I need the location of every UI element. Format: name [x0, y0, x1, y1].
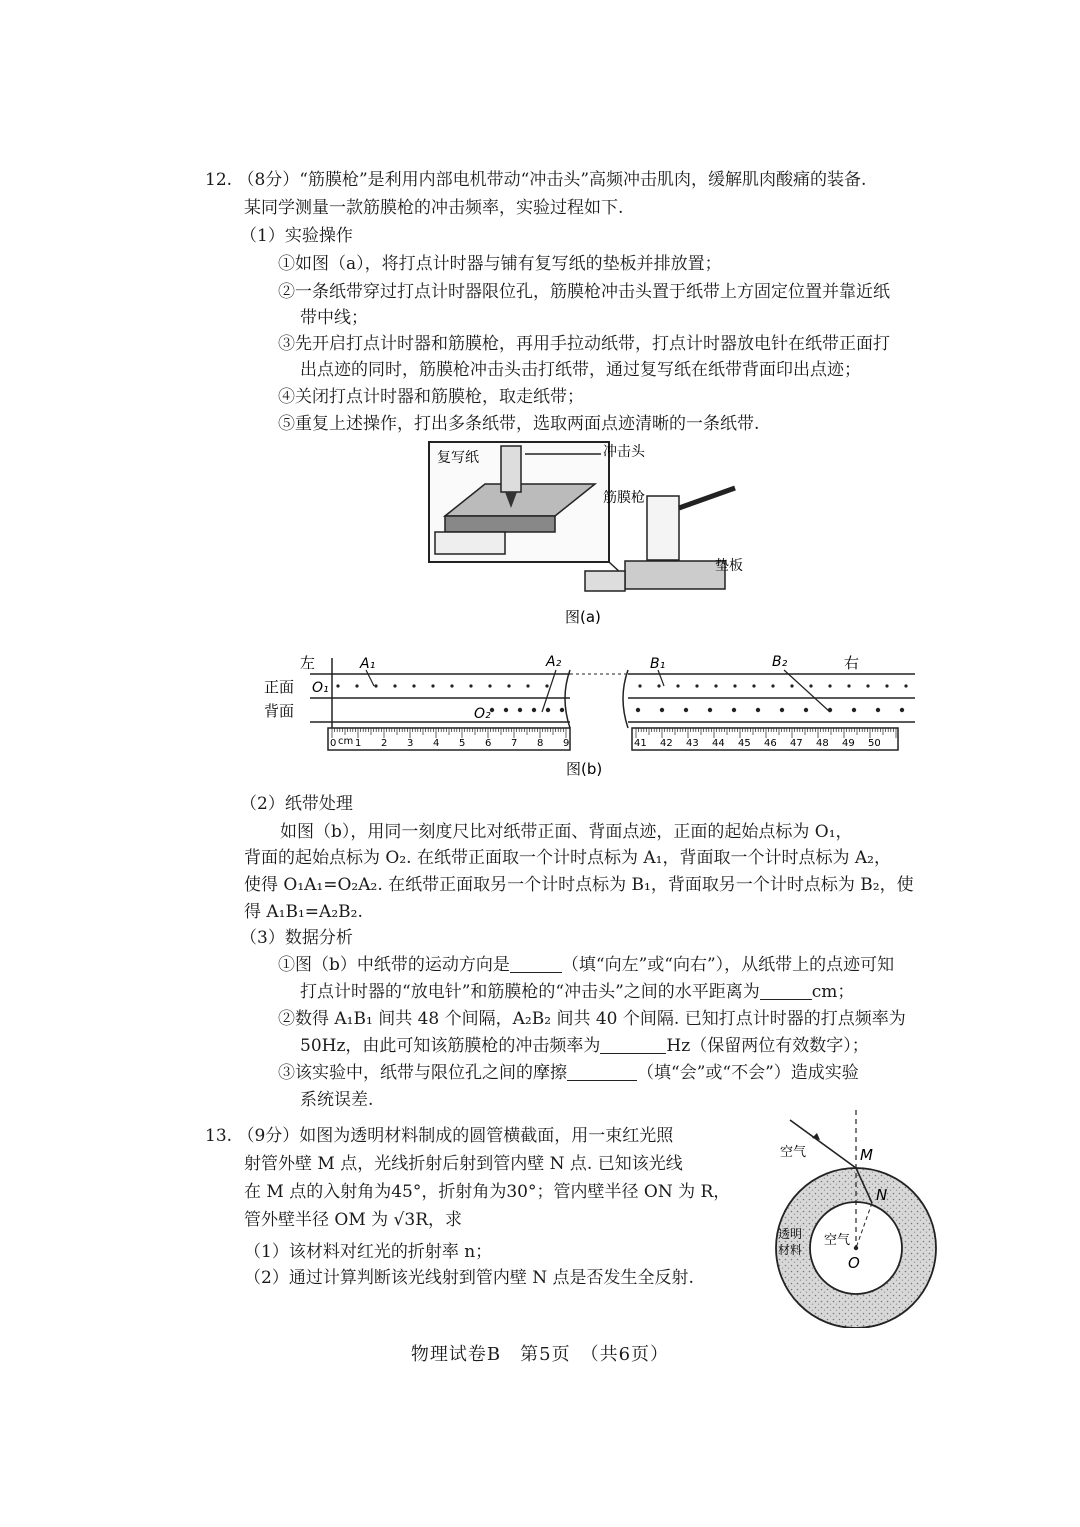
- q3-text-a: ③该实验中，纸带与限位孔之间的摩擦: [278, 1063, 567, 1083]
- back-dot: [852, 708, 856, 712]
- fig-b-label-right: 右: [844, 654, 860, 672]
- fig-b-pointer-B1: [658, 670, 664, 686]
- q12-part3-q3-line1: [278, 1061, 859, 1085]
- q1-text-d: cm；: [811, 982, 855, 1002]
- front-dot: [507, 684, 510, 687]
- front-dot: [714, 684, 717, 687]
- fig-b-label-left: 左: [300, 654, 316, 672]
- q1-text-a: ①图（b）中纸带的运动方向是: [278, 955, 510, 975]
- front-dot: [355, 684, 358, 687]
- q12-step: ④关闭打点计时器和筋膜枪，取走纸带；: [278, 387, 584, 407]
- back-dot: [900, 708, 904, 712]
- ruler-tick-label: 49: [842, 738, 855, 749]
- fig-a-label-pad: 垫板: [715, 558, 743, 574]
- ruler-tick-label: 44: [712, 738, 725, 749]
- ruler-tick-label: 45: [738, 738, 751, 749]
- fig-b-label-B1: B₁: [650, 656, 666, 672]
- fig-a-timer-base: [435, 532, 505, 554]
- label-material-2: 材料: [778, 1243, 803, 1257]
- label-O: O: [848, 1254, 860, 1272]
- label-air-inner: 空气: [824, 1233, 851, 1248]
- front-dot: [752, 684, 755, 687]
- fig-b-label-O1: O₁: [312, 680, 329, 696]
- back-dot: [636, 708, 640, 712]
- q12-part2-line: 如图（b），用同一刻度尺比对纸带正面、背面点迹，正面的起始点标为 O₁，: [280, 822, 853, 842]
- q13-line4: 管外壁半径 OM 为 √3R，求: [244, 1210, 463, 1230]
- ruler-tick-label: 4: [433, 738, 440, 749]
- q13-sub1: （1）该材料对红光的折射率 n；: [244, 1242, 493, 1262]
- q13-line2: 射管外壁 M 点，光线折射后射到管内壁 N 点. 已知该光线: [244, 1154, 683, 1174]
- front-dot: [412, 684, 415, 687]
- q12-part3-q2-line1: ②数得 A₁B₁ 间共 48 个间隔，A₂B₂ 间共 40 个间隔. 已知打点计时器的打点频率为: [278, 1009, 906, 1029]
- front-dot: [545, 684, 548, 687]
- back-dot: [780, 708, 784, 712]
- page-footer: 物理试卷B 第5页 （共6页）: [410, 1344, 670, 1365]
- front-dot: [526, 684, 529, 687]
- answer-blank-friction[interactable]: [567, 1062, 637, 1081]
- q12-intro-text: “筋膜枪”是利用内部电机带动“冲击头”高频冲击肌肉，缓解肌肉酸痛的装备.: [299, 170, 867, 190]
- fig-b-label-back: 背面: [264, 702, 295, 720]
- front-dot: [866, 684, 869, 687]
- fig-a-pad: [445, 516, 555, 532]
- q12-step: ③先开启打点计时器和筋膜枪，再用手拉动纸带，打点计时器放电针在纸带正面打: [278, 334, 890, 354]
- fig-a-tape: [585, 571, 625, 591]
- q3-text-b: （填“会”或“不会”）造成实验: [637, 1063, 859, 1083]
- ruler-tick-label: 9: [563, 738, 570, 749]
- back-dot: [756, 708, 760, 712]
- front-dot: [847, 684, 850, 687]
- ruler-tick-label: 47: [790, 738, 803, 749]
- ruler-tick-label: 1: [355, 738, 362, 749]
- front-dot: [676, 684, 679, 687]
- q12-step: ①如图（a），将打点计时器与铺有复写纸的垫板并排放置；: [278, 254, 722, 274]
- q13-text-line1: （9分）如图为透明材料制成的圆管横截面，用一束红光照: [237, 1126, 674, 1146]
- q12-step: 带中线；: [300, 308, 368, 328]
- ruler-tick-label: 43: [686, 738, 699, 749]
- q12-part2-line: 得 A₁B₁=A₂B₂.: [244, 902, 363, 922]
- ruler-tick-label: 3: [407, 738, 414, 749]
- fig-b-front-dots: [336, 684, 907, 687]
- q12-part3-q3-line2: 系统误差.: [300, 1090, 374, 1110]
- fig-a-label-head: 冲击头: [603, 444, 645, 460]
- answer-blank-frequency[interactable]: [600, 1035, 666, 1054]
- back-dot: [732, 708, 736, 712]
- label-M: M: [860, 1146, 873, 1164]
- q13-line1: [205, 1124, 673, 1148]
- ruler-tick-label: 48: [816, 738, 829, 749]
- fig-a-caption: 图(a): [565, 608, 601, 626]
- back-dot: [532, 708, 536, 712]
- ruler-tick-label: 41: [634, 738, 647, 749]
- figure-a: [425, 436, 755, 636]
- ruler-tick-label: 46: [764, 738, 777, 749]
- fig-a-pad-device: [625, 561, 725, 589]
- q12-part3-q2-line2: [300, 1034, 869, 1058]
- front-dot: [374, 684, 377, 687]
- fig-a-label-gun: 筋膜枪: [603, 490, 645, 506]
- label-air-outer: 空气: [780, 1145, 807, 1160]
- ruler-tick-label: 50: [868, 738, 881, 749]
- fig-b-pointer-A1: [366, 670, 374, 686]
- q12-part3-q1-line2: [300, 980, 854, 1004]
- back-dot: [504, 708, 508, 712]
- fig-b-caption: 图(b): [566, 760, 603, 778]
- q12-intro-line1: [205, 168, 866, 192]
- q12-intro-line2: 某同学测量一款筋膜枪的冲击频率，实验过程如下.: [244, 198, 624, 218]
- q2-text-b: 50Hz，由此可知该筋膜枪的冲击频率为: [300, 1036, 601, 1056]
- back-dot: [660, 708, 664, 712]
- fig-b-unit: cm: [338, 736, 354, 747]
- q12-part1-title: （1）实验操作: [240, 226, 353, 246]
- front-dot: [828, 684, 831, 687]
- incident-ray: [790, 1120, 856, 1168]
- q12-points: （8分）: [237, 170, 300, 190]
- answer-blank-distance[interactable]: [760, 981, 812, 1000]
- label-N: N: [876, 1186, 888, 1204]
- center-point-O: [854, 1246, 858, 1250]
- fig-b-label-B2: B₂: [772, 654, 788, 670]
- q13-number: 13.: [205, 1126, 233, 1146]
- front-dot: [809, 684, 812, 687]
- front-dot: [771, 684, 774, 687]
- q1-text-b: （填“向左”或“向右”），从纸带上的点迹可知: [561, 955, 895, 975]
- fig-a-gun-handle: [679, 488, 735, 508]
- fig-b-label-A2: A₂: [546, 654, 562, 670]
- front-dot: [790, 684, 793, 687]
- front-dot: [657, 684, 660, 687]
- q12-part2-line: 使得 O₁A₁=O₂A₂. 在纸带正面取另一个计时点标为 B₁，背面取另一个计时点标为 B₂，使: [244, 875, 914, 895]
- front-dot: [904, 684, 907, 687]
- label-material-1: 透明: [778, 1227, 803, 1241]
- q12-part2-title: （2）纸带处理: [240, 794, 353, 814]
- back-dot: [804, 708, 808, 712]
- q12-step: ②一条纸带穿过打点计时器限位孔，筋膜枪冲击头置于纸带上方固定位置并靠近纸: [278, 282, 890, 302]
- front-dot: [336, 684, 339, 687]
- q12-part2-line: 背面的起始点标为 O₂. 在纸带正面取一个计时点标为 A₁，背面取一个计时点标为 A₂，: [244, 848, 891, 868]
- figure-tube: [760, 1108, 950, 1328]
- answer-blank-direction[interactable]: [510, 954, 562, 973]
- back-dot: [546, 708, 550, 712]
- back-dot: [560, 708, 564, 712]
- q1-text-c: 打点计时器的“放电针”和筋膜枪的“冲击头”之间的水平距离为: [300, 982, 760, 1002]
- figure-b: [260, 650, 920, 780]
- ruler-tick-label: 42: [660, 738, 673, 749]
- ruler-tick-label: 2: [381, 738, 388, 749]
- front-dot: [469, 684, 472, 687]
- front-dot: [450, 684, 453, 687]
- front-dot: [488, 684, 491, 687]
- fig-b-back-dots: [490, 708, 904, 712]
- q12-number: 12.: [205, 170, 233, 190]
- fig-b-label-front: 正面: [264, 678, 295, 696]
- back-dot: [708, 708, 712, 712]
- ruler-tick-label: 5: [459, 738, 466, 749]
- front-dot: [733, 684, 736, 687]
- front-dot: [393, 684, 396, 687]
- fig-b-pointer-A2: [542, 670, 556, 712]
- fig-a-label-carbon: 复写纸: [437, 450, 479, 466]
- q12-part3-q1-line1: [278, 953, 894, 977]
- front-dot: [638, 684, 641, 687]
- back-dot: [876, 708, 880, 712]
- fig-b-break-right: [623, 670, 628, 728]
- q13-line3: 在 M 点的入射角为45°，折射角为30°；管内壁半径 ON 为 R，: [244, 1182, 731, 1202]
- fig-b-label-A1: A₁: [360, 656, 376, 672]
- ruler-tick-label: 0: [330, 738, 337, 749]
- back-dot: [518, 708, 522, 712]
- fig-a-impact-head: [501, 446, 521, 492]
- fig-b-break-left: [565, 670, 570, 728]
- ruler-tick-label: 8: [537, 738, 544, 749]
- back-dot: [684, 708, 688, 712]
- q2-text-c: Hz（保留两位有效数字）；: [666, 1036, 869, 1056]
- fig-a-gun-body: [647, 496, 679, 560]
- q12-step: 出点迹的同时，筋膜枪冲击头击打纸带，通过复写纸在纸带背面印出点迹；: [300, 360, 861, 380]
- q13-sub2: （2）通过计算判断该光线射到管内壁 N 点是否发生全反射.: [244, 1268, 694, 1288]
- fig-b-label-O2: O₂: [474, 706, 491, 722]
- q12-step: ⑤重复上述操作，打出多条纸带，选取两面点迹清晰的一条纸带.: [278, 414, 760, 434]
- q12-part3-title: （3）数据分析: [240, 928, 353, 948]
- front-dot: [431, 684, 434, 687]
- ruler-tick-label: 6: [485, 738, 492, 749]
- fig-b-pointer-B2: [784, 670, 830, 712]
- front-dot: [885, 684, 888, 687]
- ruler-tick-label: 7: [511, 738, 518, 749]
- front-dot: [695, 684, 698, 687]
